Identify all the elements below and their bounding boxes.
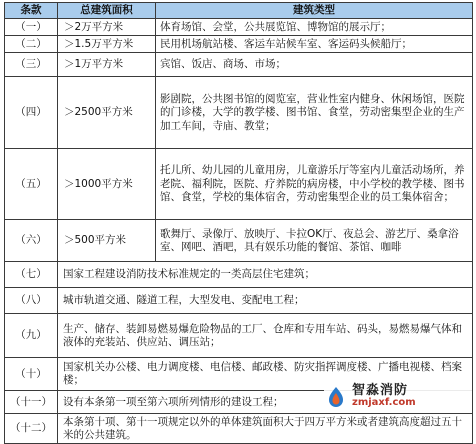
building-type: 体育场馆、会堂，公共展览馆、博物馆的展示厅； bbox=[156, 19, 473, 36]
building-type: 歌舞厅、录像厅、放映厅、卡拉OK厅、夜总会、游艺厅、桑拿浴室、网吧、酒吧，具有娱乐功能的餐馆、茶馆、咖啡 bbox=[156, 220, 473, 262]
clause-number: （一） bbox=[5, 19, 58, 36]
table-row bbox=[5, 414, 473, 444]
header-total-area: 总建筑面积 bbox=[58, 3, 156, 19]
building-type: 托儿所、幼儿园的儿童用房，儿童游乐厅等室内儿童活动场所，养老院、福利院，医院、疗养院的病房楼，中小学校的教学楼、图书馆、食堂，学校的集体宿舍，劳动密集型企业的员工集体宿舍； bbox=[156, 149, 473, 220]
building-type: 影剧院，公共图书馆的阅览室，营业性室内健身、休闲场馆，医院的门诊楼，大学的教学楼、图书馆、食堂，劳动密集型企业的生产加工车间，寺庙、教堂； bbox=[156, 77, 473, 149]
area-threshold: ＞1000平方米 bbox=[58, 149, 156, 220]
table-row bbox=[5, 288, 473, 314]
clause-number: （六） bbox=[5, 220, 58, 262]
site-watermark bbox=[324, 384, 472, 410]
table-row bbox=[5, 19, 473, 36]
building-type: 民用机场航站楼、客运车站候车室、客运码头候船厅； bbox=[156, 36, 473, 53]
building-type: 本条第十项、第十一项规定以外的单体建筑面积大于四万平方米或者建筑高度超过五十米的公共建筑。 bbox=[58, 414, 473, 444]
clause-number: （八） bbox=[5, 288, 58, 314]
table-row bbox=[5, 36, 473, 53]
header-building-type: 建筑类型 bbox=[156, 3, 473, 19]
building-type: 国家机关办公楼、电力调度楼、电信楼、邮政楼、防灾指挥调度楼、广播电视楼、档案楼； bbox=[58, 358, 473, 391]
table-header-row bbox=[5, 3, 473, 19]
building-type: 城市轨道交通、隧道工程，大型发电、变配电工程； bbox=[58, 288, 473, 314]
clause-number: （三） bbox=[5, 53, 58, 77]
building-type: 宾馆、饭店、商场、市场； bbox=[156, 53, 473, 77]
building-type: 国家工程建设消防技术标准规定的一类高层住宅建筑； bbox=[58, 262, 473, 288]
header-clause: 条款 bbox=[5, 3, 58, 19]
table-row bbox=[5, 262, 473, 288]
area-threshold: ＞500平方米 bbox=[58, 220, 156, 262]
table-row bbox=[5, 53, 473, 77]
building-type: 生产、储存、装卸易燃易爆危险物品的工厂、仓库和专用车站、码头，易燃易爆气体和液体的充装站、供应站、调压站； bbox=[58, 314, 473, 358]
table-row bbox=[5, 149, 473, 220]
clause-number: （二） bbox=[5, 36, 58, 53]
clause-number: （七） bbox=[5, 262, 58, 288]
clause-number: （四） bbox=[5, 77, 58, 149]
area-threshold: ＞1.5万平方米 bbox=[58, 36, 156, 53]
regulation-table-container bbox=[4, 2, 472, 444]
watermark-title: 智淼消防 bbox=[352, 383, 409, 398]
building-type: 设有本条第一项至第六项所列情形的建设工程； bbox=[58, 391, 473, 414]
regulation-table bbox=[4, 2, 473, 444]
watermark-url: zmjaxf.com bbox=[352, 397, 416, 408]
flame-drop-logo-icon bbox=[324, 385, 348, 409]
table-row bbox=[5, 314, 473, 358]
area-threshold: ＞2万平方米 bbox=[58, 19, 156, 36]
clause-number: （十二） bbox=[5, 414, 58, 444]
table-row bbox=[5, 220, 473, 262]
clause-number: （五） bbox=[5, 149, 58, 220]
area-threshold: ＞1万平方米 bbox=[58, 53, 156, 77]
area-threshold: ＞2500平方米 bbox=[58, 77, 156, 149]
clause-number: （九） bbox=[5, 314, 58, 358]
clause-number: （十） bbox=[5, 358, 58, 391]
table-row bbox=[5, 77, 473, 149]
clause-number: （十一） bbox=[5, 391, 58, 414]
